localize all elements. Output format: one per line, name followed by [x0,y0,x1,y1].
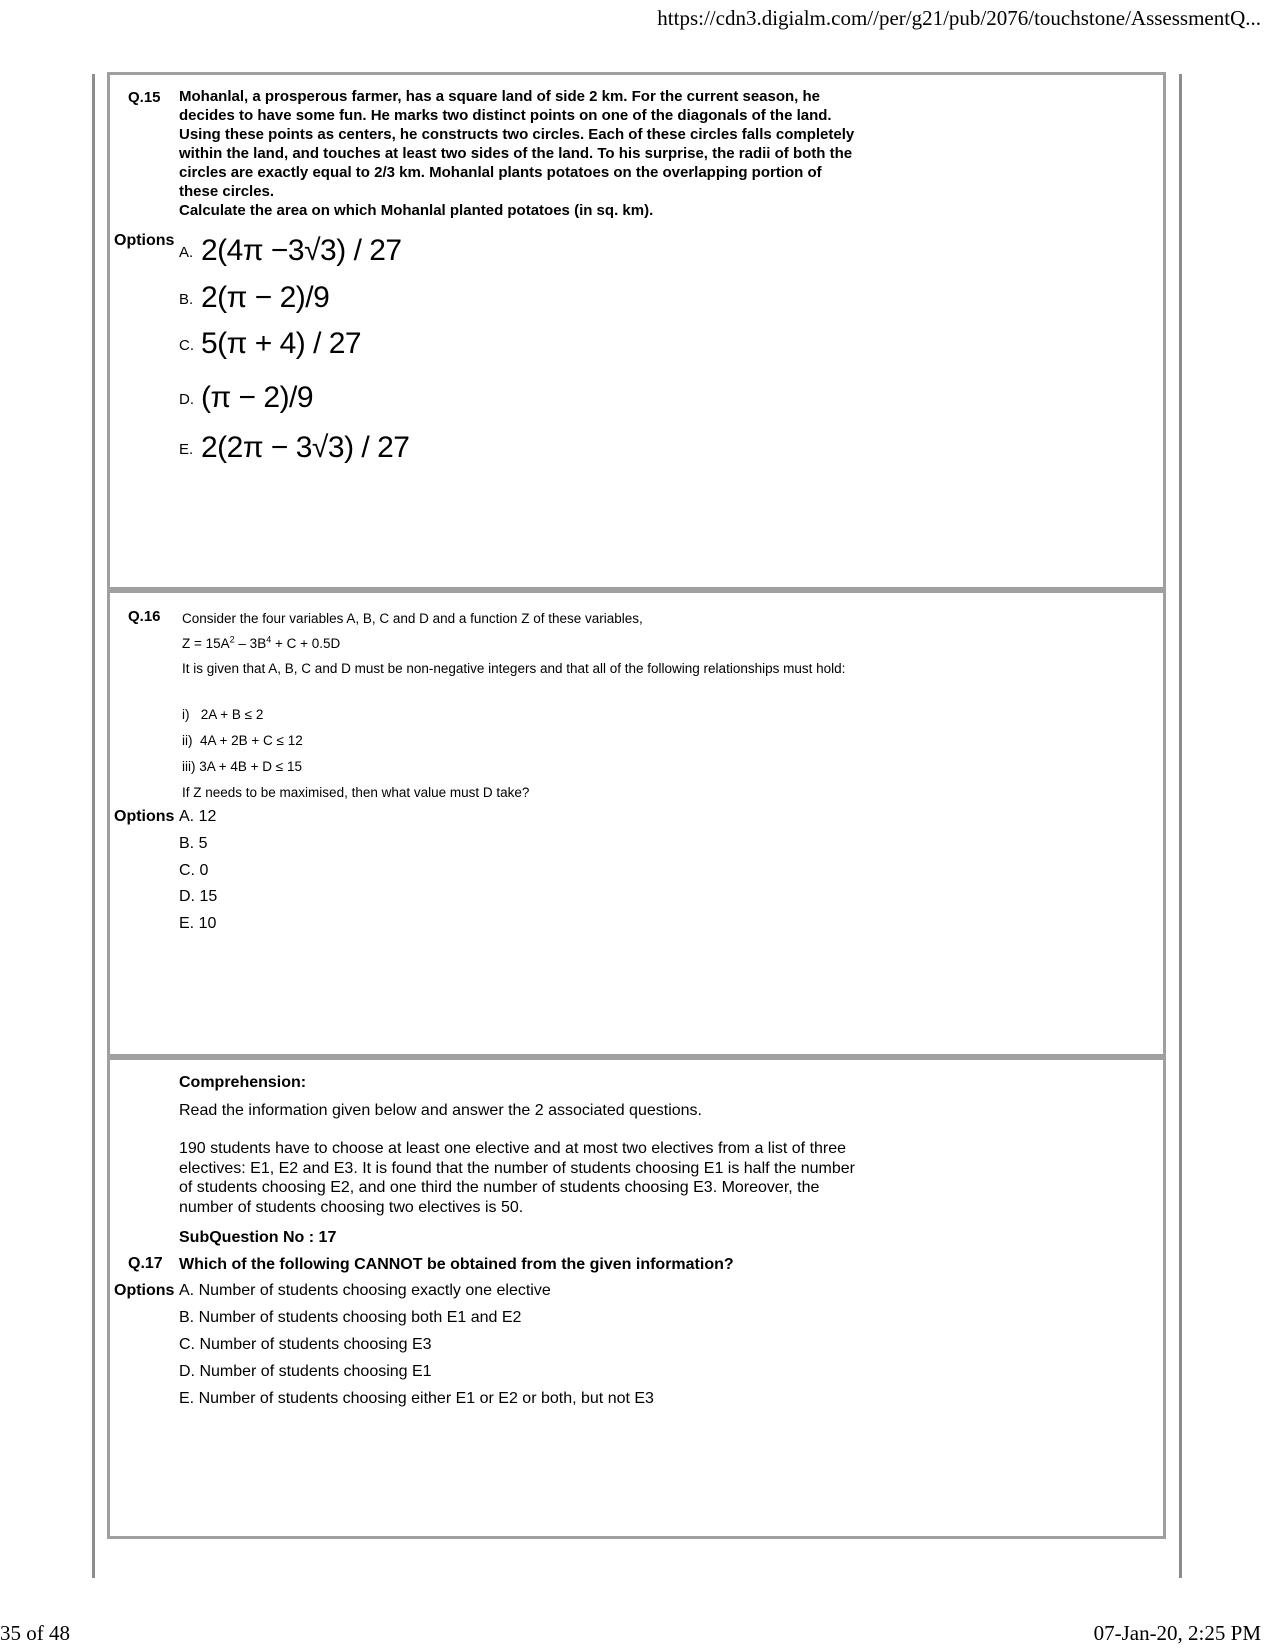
constraint-1: i) 2A + B ≤ 2 [182,707,264,722]
question-number: Q.17 [128,1255,163,1272]
comprehension-passage: 190 students have to choose at least one elective and at most two electives from a list of three electives: E1, E2 and E3. It is found that the number of students choosing E1 is half the number of students choosing E2, and one third the number of students choosing E3. Moreover, the number of students choosing two electives is 50. [179,1140,855,1216]
option-d[interactable]: D. 15 [179,888,218,905]
given-conditions: It is given that A, B, C and D must be non-negative integers and that all of the following relationships must hold: [182,661,846,676]
subquestion-label: SubQuestion No : 17 [179,1229,337,1246]
option-a[interactable]: A. Number of students choosing exactly one elective [179,1282,551,1299]
options-label: Options [114,232,175,249]
question-text: Which of the following CANNOT be obtained from the given information? [179,1256,734,1273]
question-prompt: Calculate the area on which Mohanlal planted potatoes (in sq. km). [179,202,654,219]
option-a[interactable]: A. 12 [179,808,217,825]
function-part: Z = 15A [182,636,230,651]
page-url: https://cdn3.digialm.com//per/g21/pub/2076/touchstone/AssessmentQ... [657,6,1261,30]
option-expression: 2(4π −3√3) / 27 [201,234,402,267]
question-prompt: If Z needs to be maximised, then what value must D take? [182,785,530,800]
option-expression: 2(2π − 3√3) / 27 [201,431,410,464]
outer-border-right [1179,74,1182,1578]
question-16-panel [107,590,1166,1057]
option-letter: D. [179,391,194,408]
option-e[interactable]: E. Number of students choosing either E1 or E2 or both, but not E3 [179,1390,654,1407]
constraint-3: iii) 3A + 4B + D ≤ 15 [182,759,302,774]
option-c[interactable]: C. 0 [179,862,209,879]
option-expression: 5(π + 4) / 27 [201,327,362,360]
function-part: + C + 0.5D [271,636,341,651]
function-part: – 3B [234,636,267,651]
question-text [179,87,859,220]
comprehension-heading: Comprehension: [179,1074,307,1091]
question-intro: Consider the four variables A, B, C and D and a function Z of these variables, [182,611,643,626]
comprehension-instruction: Read the information given below and answer the 2 associated questions. [179,1102,702,1119]
option-b[interactable]: B. Number of students choosing both E1 and E2 [179,1309,522,1326]
option-d[interactable]: D. Number of students choosing E1 [179,1363,432,1380]
option-letter: A. [179,244,194,261]
question-number: Q.16 [128,608,161,625]
question-17-panel [107,1057,1166,1539]
question-body: Mohanlal, a prosperous farmer, has a square land of side 2 km. For the current season, he decides to have some fun. He marks two distinct points on one of the diagonals of the land. Using these points as centers, he constructs two circles. Each of these circles falls completely within the land, and touches at least two sides of the land. To his surprise, the radii of both the circles are exactly equal to 2/3 km. Mohanlal plants potatoes on the overlapping portion of these circles. [179,88,855,200]
exponent: 2 [229,634,235,645]
options-label: Options [114,1282,175,1299]
option-letter: B. [179,291,194,308]
option-expression: 2(π − 2)/9 [201,281,330,314]
option-letter: E. [179,441,194,458]
option-c[interactable]: C. Number of students choosing E3 [179,1336,432,1353]
question-15-panel [107,72,1166,590]
exponent: 4 [266,634,272,645]
question-number: Q.15 [128,89,161,106]
option-letter: C. [179,337,194,354]
options-label: Options [114,808,175,825]
constraint-2: ii) 4A + 2B + C ≤ 12 [182,733,303,748]
option-expression: (π − 2)/9 [201,381,314,414]
print-timestamp: 07-Jan-20, 2:25 PM [1093,1621,1261,1645]
outer-border-left [92,74,95,1578]
function-definition [182,634,862,653]
option-b[interactable]: B. 5 [179,835,208,852]
page-counter: 35 of 48 [0,1621,70,1645]
option-e[interactable]: E. 10 [179,915,217,932]
